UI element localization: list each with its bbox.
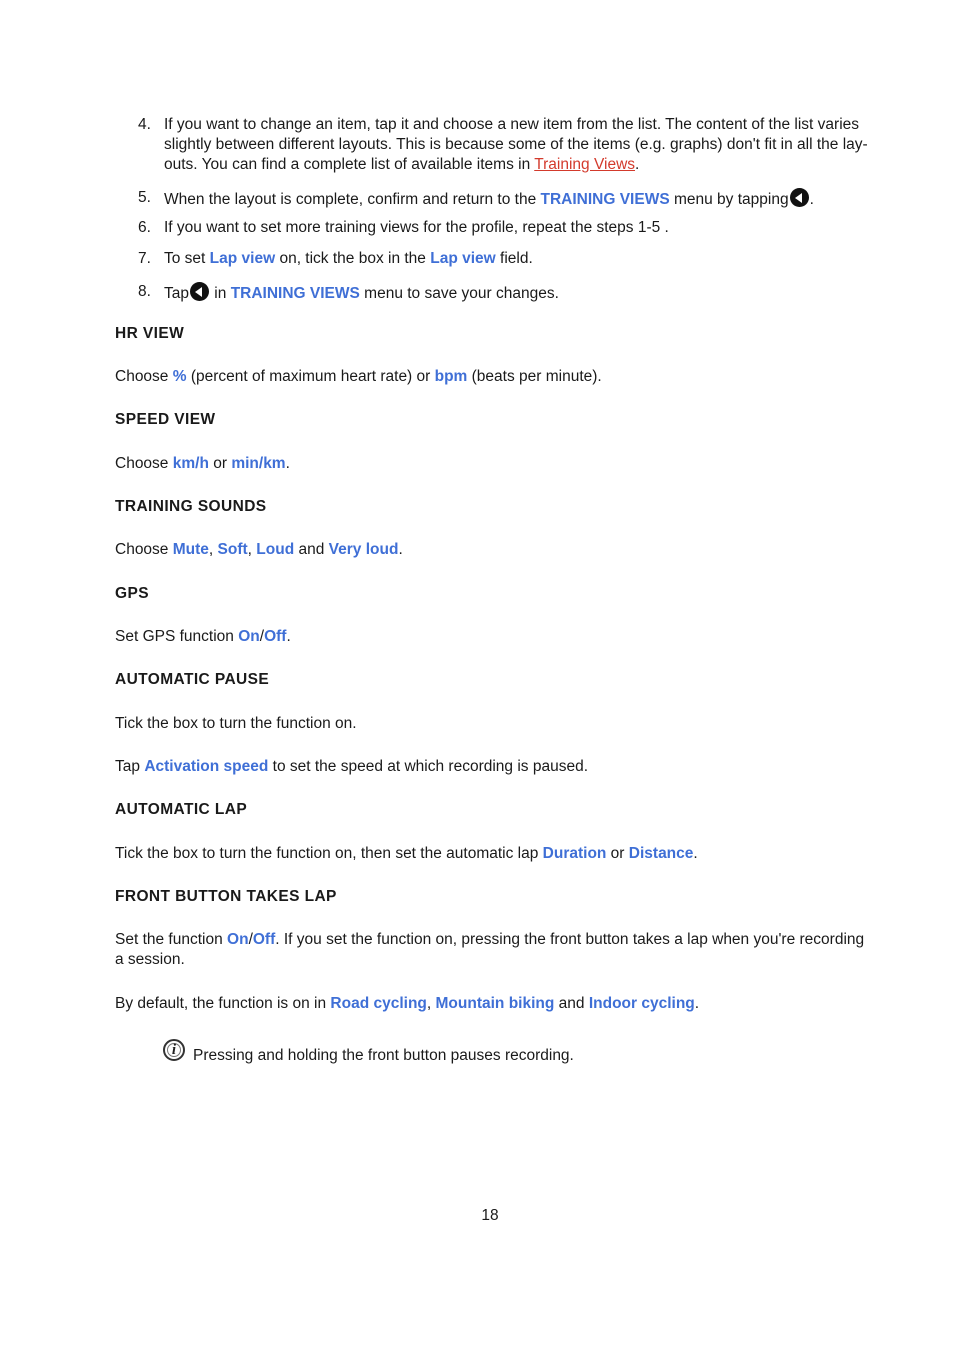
section-heading: AUTOMATIC LAP bbox=[115, 801, 248, 818]
paragraph: By default, the function is on in Road cycling, Mountain biking and Indoor cycling. bbox=[115, 995, 700, 1012]
step-number: 8. bbox=[138, 283, 151, 300]
step-text: Tap in TRAINING VIEWS menu to save your changes. bbox=[164, 282, 869, 304]
section-heading: HR VIEW bbox=[115, 325, 185, 342]
section-heading: TRAINING SOUNDS bbox=[115, 498, 267, 515]
back-icon bbox=[190, 282, 209, 301]
step-number: 7. bbox=[138, 250, 151, 267]
step-text: When the layout is complete, confirm and return to the TRAINING VIEWS menu by tapping . bbox=[164, 188, 869, 210]
paragraph: Set GPS function On/Off. bbox=[115, 628, 291, 645]
page-number: 18 bbox=[481, 1207, 499, 1224]
section-heading: GPS bbox=[115, 585, 149, 602]
note-text: Pressing and holding the front button pauses recording. bbox=[193, 1047, 574, 1064]
training-views-link[interactable]: Training Views bbox=[534, 156, 636, 173]
step-number: 5. bbox=[138, 189, 151, 206]
step-number: 6. bbox=[138, 219, 151, 236]
keyword: TRAINING VIEWS bbox=[540, 191, 670, 208]
paragraph: Tick the box to turn the function on. bbox=[115, 715, 357, 732]
step-text: If you want to set more training views for the profile, repeat the steps 1-5 . bbox=[164, 219, 669, 236]
section-heading: SPEED VIEW bbox=[115, 411, 216, 428]
paragraph: Choose % (percent of maximum heart rate) or bpm (beats per minute). bbox=[115, 368, 602, 385]
step-text: If you want to change an item, tap it and choose a new item from the list. The content of the list varies slightly between different layouts. This is because some of the items (e.g. graphs) don't fit in all the lay-outs. You can find a complete list of available items in Training Views. bbox=[164, 116, 868, 173]
keyword: Lap view bbox=[430, 250, 496, 267]
step-text: To set Lap view on, tick the box in the Lap view field. bbox=[164, 250, 533, 267]
paragraph: Tick the box to turn the function on, then set the automatic lap Duration or Distance. bbox=[115, 845, 698, 862]
section-heading: FRONT BUTTON TAKES LAP bbox=[115, 888, 337, 905]
keyword: Lap view bbox=[209, 250, 276, 267]
paragraph: Choose Mute, Soft, Loud and Very loud. bbox=[115, 541, 403, 558]
info-icon: i bbox=[163, 1039, 185, 1061]
keyword: TRAINING VIEWS bbox=[230, 285, 360, 302]
step-number: 4. bbox=[138, 116, 151, 133]
paragraph: Tap Activation speed to set the speed at which recording is paused. bbox=[115, 758, 589, 775]
section-heading: AUTOMATIC PAUSE bbox=[115, 671, 270, 688]
back-icon bbox=[790, 188, 809, 207]
paragraph: Set the function On/Off. If you set the function on, pressing the front button takes a lap when you're recording a session. bbox=[115, 931, 865, 968]
paragraph: Choose km/h or min/km. bbox=[115, 455, 290, 472]
